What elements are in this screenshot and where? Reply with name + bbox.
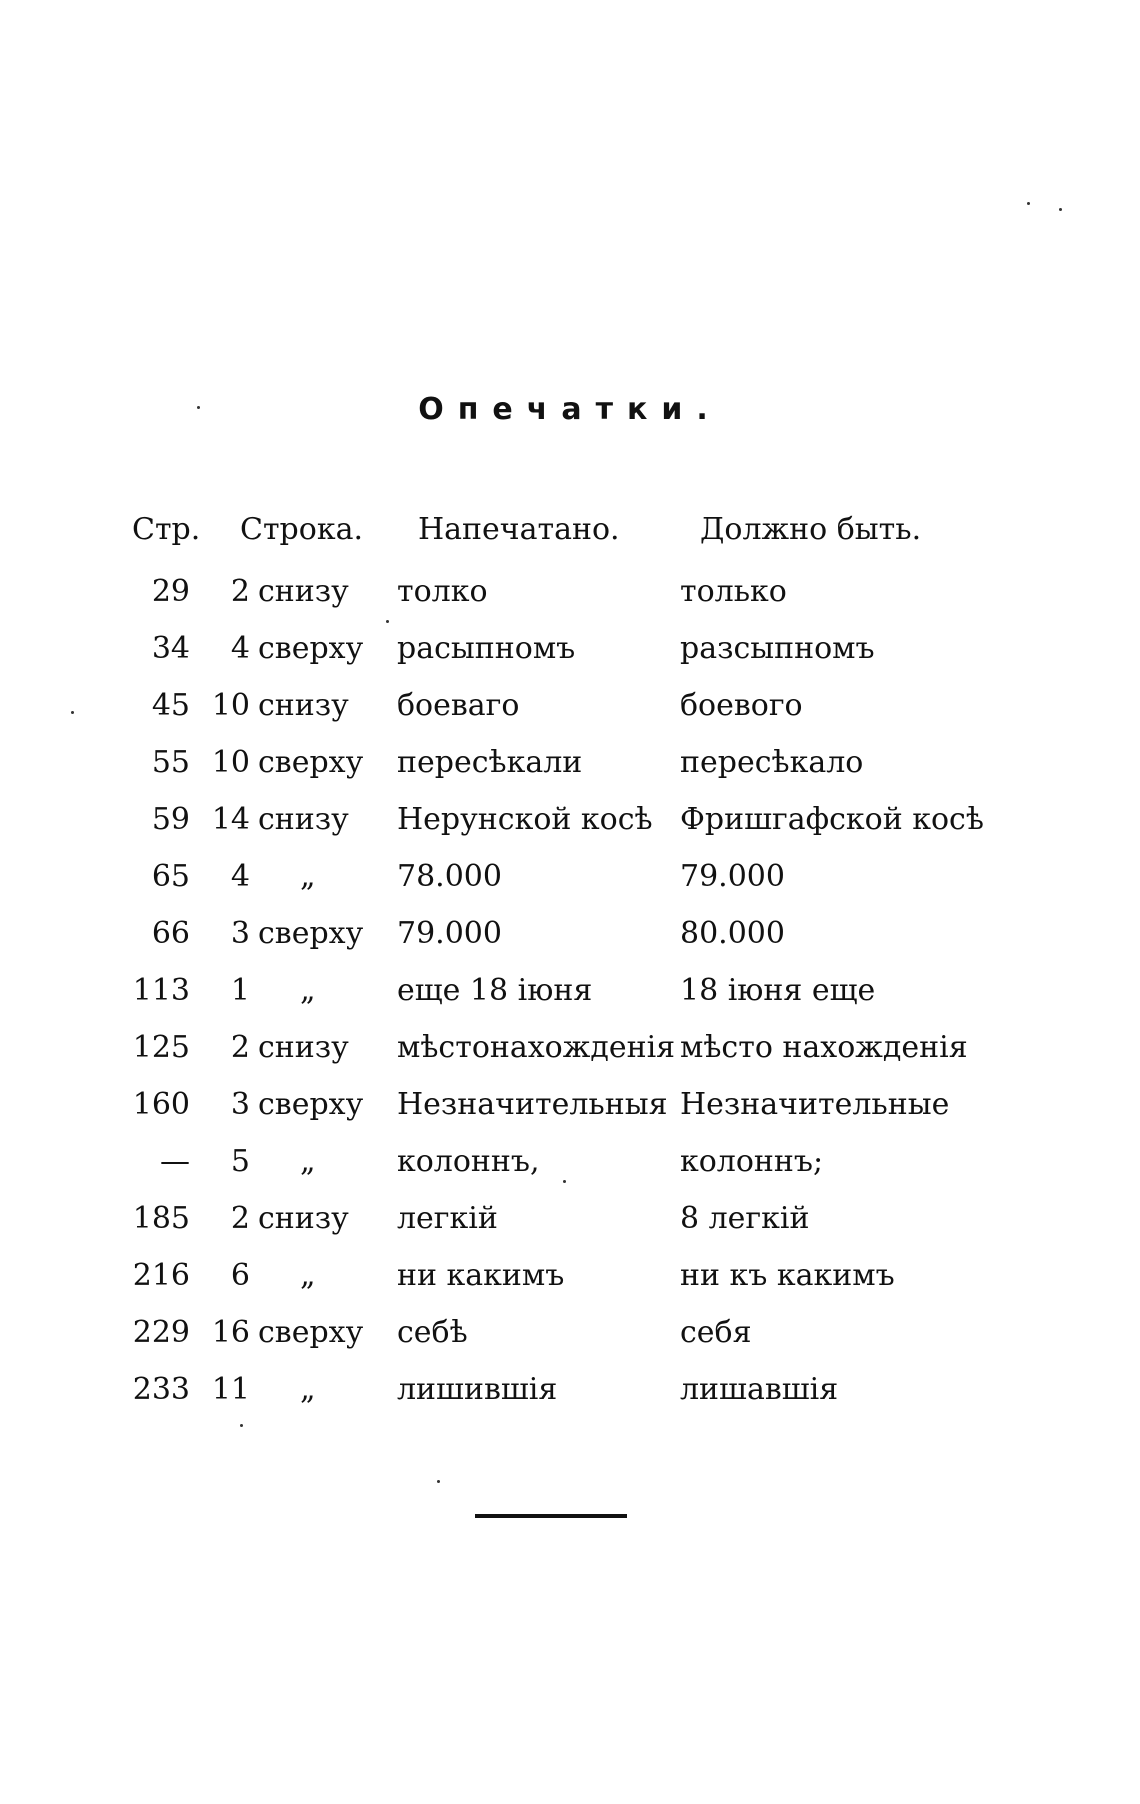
row-printed: пересѣкали <box>397 745 583 780</box>
row-line-number: 14 <box>211 802 250 837</box>
row-printed: колоннъ, <box>397 1144 540 1179</box>
row-correct: 18 іюня еще <box>680 973 876 1008</box>
row-page: — <box>160 1144 190 1179</box>
table-row <box>0 1258 1140 1298</box>
print-speck <box>563 1180 566 1183</box>
row-line-direction: сверху <box>258 631 364 666</box>
row-line-number: 10 <box>211 745 250 780</box>
row-page: 66 <box>151 916 190 951</box>
closing-rule <box>475 1514 627 1518</box>
row-page: 113 <box>132 973 190 1008</box>
table-row <box>0 1201 1140 1241</box>
page-title: Опечатки. <box>418 392 722 427</box>
table-row <box>0 1030 1140 1070</box>
row-line-number: 10 <box>211 688 250 723</box>
table-row <box>0 1315 1140 1355</box>
row-printed: 79.000 <box>397 916 502 951</box>
row-line-number: 4 <box>230 631 250 666</box>
row-line-number: 5 <box>230 1144 250 1179</box>
row-line-number: 2 <box>230 1201 250 1236</box>
row-line-number: 3 <box>230 916 250 951</box>
table-row <box>0 745 1140 785</box>
row-line-number: 2 <box>230 1030 250 1065</box>
row-correct: Незначительные <box>680 1087 950 1122</box>
row-line-number: 3 <box>230 1087 250 1122</box>
row-line-direction: сверху <box>258 745 364 780</box>
row-correct: разсыпномъ <box>680 631 875 666</box>
row-page: 59 <box>151 802 190 837</box>
table-row <box>0 631 1140 671</box>
row-line-number: 11 <box>211 1372 250 1407</box>
row-page: 29 <box>151 574 190 609</box>
row-printed: лишившія <box>397 1372 558 1407</box>
row-line-direction: сверху <box>258 916 364 951</box>
row-page: 216 <box>132 1258 190 1293</box>
row-printed: Незначительныя <box>397 1087 668 1122</box>
row-correct: боевого <box>680 688 803 723</box>
row-page: 45 <box>151 688 190 723</box>
table-row <box>0 1372 1140 1412</box>
row-ditto-mark: „ <box>300 859 316 894</box>
row-printed: боеваго <box>397 688 520 723</box>
row-correct: пересѣкало <box>680 745 864 780</box>
row-line-number: 16 <box>211 1315 250 1350</box>
row-correct: 79.000 <box>680 859 785 894</box>
row-printed: 78.000 <box>397 859 502 894</box>
table-row <box>0 916 1140 956</box>
print-speck <box>437 1480 440 1483</box>
table-row <box>0 802 1140 842</box>
row-line-direction: сверху <box>258 1315 364 1350</box>
print-speck <box>71 711 74 714</box>
row-line-direction: снизу <box>258 574 349 609</box>
table-row <box>0 688 1140 728</box>
row-correct: только <box>680 574 787 609</box>
table-row <box>0 973 1140 1013</box>
row-line-direction: снизу <box>258 688 349 723</box>
row-page: 55 <box>151 745 190 780</box>
row-line-number: 2 <box>230 574 250 609</box>
row-line-direction: снизу <box>258 802 349 837</box>
row-ditto-mark: „ <box>300 973 316 1008</box>
row-page: 34 <box>151 631 190 666</box>
row-page: 65 <box>151 859 190 894</box>
print-speck <box>240 1424 243 1427</box>
row-ditto-mark: „ <box>300 1258 316 1293</box>
row-printed: мѣстонахожденія <box>397 1030 676 1065</box>
table-row <box>0 859 1140 899</box>
table-header <box>0 512 1140 552</box>
table-row <box>0 574 1140 614</box>
row-printed: Нерунской косѣ <box>397 802 653 837</box>
header-printed: Напечатано. <box>418 512 620 547</box>
row-correct: 8 легкій <box>680 1201 810 1236</box>
row-printed: еще 18 іюня <box>397 973 593 1008</box>
row-correct: ни къ какимъ <box>680 1258 895 1293</box>
row-correct: себя <box>680 1315 752 1350</box>
row-correct: мѣсто нахожденія <box>680 1030 968 1065</box>
row-page: 185 <box>132 1201 190 1236</box>
header-page: Стр. <box>132 512 201 547</box>
row-printed: себѣ <box>397 1315 468 1350</box>
table-row <box>0 1087 1140 1127</box>
print-speck <box>197 406 200 409</box>
header-line: Строка. <box>240 512 363 547</box>
row-page: 233 <box>132 1372 190 1407</box>
row-line-direction: снизу <box>258 1030 349 1065</box>
row-line-number: 1 <box>230 973 250 1008</box>
print-speck <box>1059 208 1062 211</box>
row-page: 160 <box>132 1087 190 1122</box>
row-line-direction: сверху <box>258 1087 364 1122</box>
row-printed: легкій <box>397 1201 498 1236</box>
print-speck <box>1027 202 1030 205</box>
row-line-number: 6 <box>230 1258 250 1293</box>
row-correct: Фришгафской косѣ <box>680 802 984 837</box>
print-speck <box>386 620 389 623</box>
row-correct: колоннъ; <box>680 1144 824 1179</box>
row-printed: ни какимъ <box>397 1258 565 1293</box>
row-page: 125 <box>132 1030 190 1065</box>
row-line-number: 4 <box>230 859 250 894</box>
row-correct: лишавшія <box>680 1372 839 1407</box>
row-correct: 80.000 <box>680 916 785 951</box>
table-row <box>0 1144 1140 1184</box>
row-ditto-mark: „ <box>300 1372 316 1407</box>
row-printed: расыпномъ <box>397 631 576 666</box>
row-line-direction: снизу <box>258 1201 349 1236</box>
row-page: 229 <box>132 1315 190 1350</box>
row-ditto-mark: „ <box>300 1144 316 1179</box>
header-correct: Должно быть. <box>700 512 922 547</box>
row-printed: толко <box>397 574 488 609</box>
